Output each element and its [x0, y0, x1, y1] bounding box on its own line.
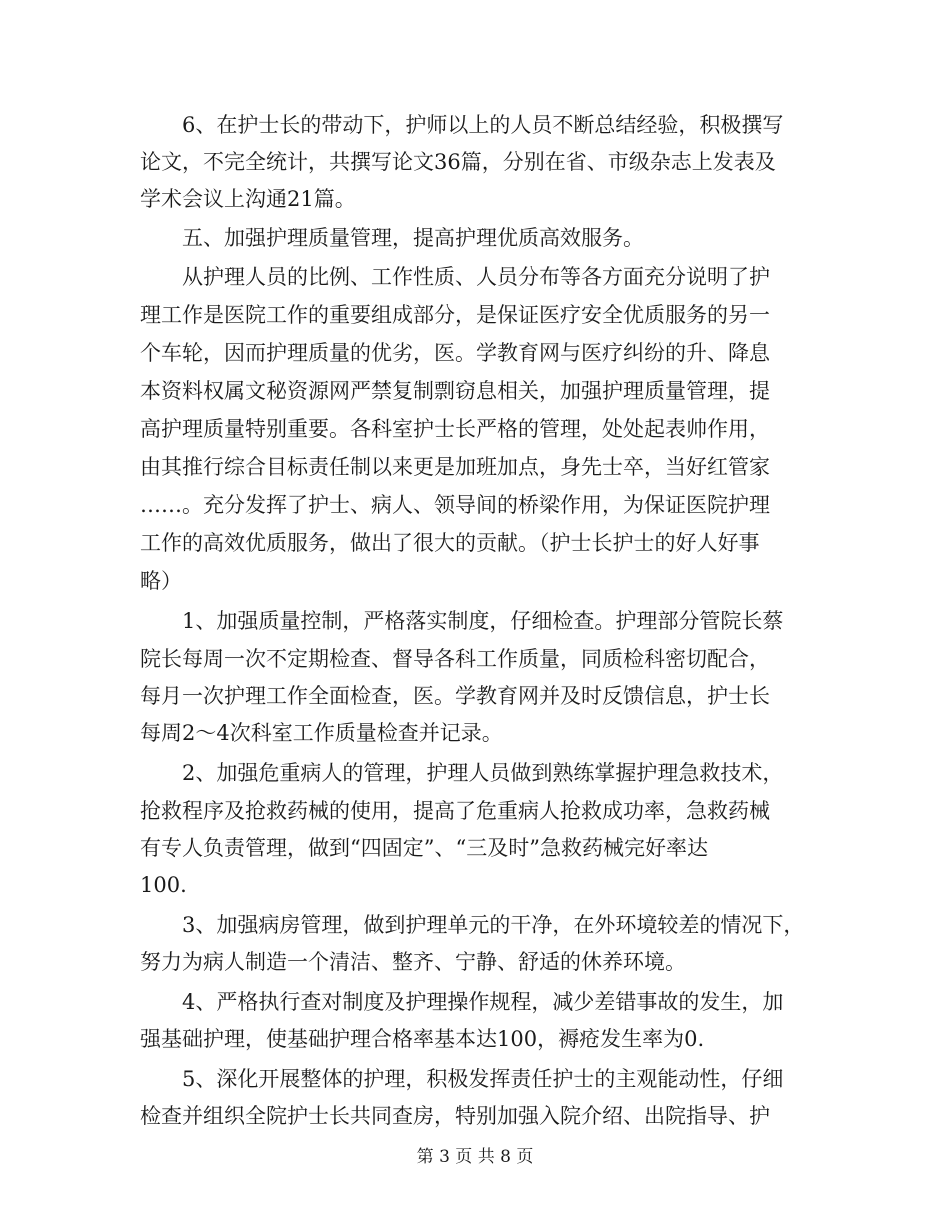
text-line: 理工作是医院工作的重要组成部分，是保证医疗安全优质服务的另一 — [140, 303, 770, 327]
text-line: 3、加强病房管理，做到护理单元的干净，在外环境较差的情况下， — [140, 913, 805, 937]
text-line: 每月一次护理工作全面检查，医。学教育网并及时反馈信息，护士长 — [140, 684, 770, 708]
text-line: 由其推行综合目标责任制以来更是加班加点，身先士卒，当好红管家 — [140, 455, 770, 479]
text-line: 工作的高效优质服务，做出了很大的贡献。（护士长护士的好人好事 — [140, 531, 760, 555]
text-line: 有专人负责管理，做到“四固定”、“三及时”急救药械完好率达 — [140, 836, 708, 860]
text-line: 抢救程序及抢救药械的使用，提高了危重病人抢救成功率，急救药械 — [140, 799, 770, 823]
text-line: 高护理质量特别重要。各科室护士长严格的管理，处处起表帅作用， — [140, 417, 770, 441]
text-line: 个车轮，因而护理质量的优劣，医。学教育网与医疗纠纷的升、降息 — [140, 341, 770, 365]
text-line: ……。充分发挥了护士、病人、领导间的桥梁作用，为保证医院护理 — [140, 493, 770, 517]
text-line: 略） — [140, 569, 182, 593]
text-line: 2、加强危重病人的管理，护理人员做到熟练掌握护理急救技术， — [140, 761, 784, 785]
text-line: 本资料权属文秘资源网严禁复制剽窃息相关，加强护理质量管理，提 — [140, 379, 770, 403]
text-line: 努力为病人制造一个清洁、整齐、宁静、舒适的休养环境。 — [140, 950, 686, 974]
text-line: 4、严格执行查对制度及护理操作规程，减少差错事故的发生，加 — [140, 990, 784, 1014]
text-line: 每周2～4次科室工作质量检查并记录。 — [140, 721, 503, 745]
text-line: 100. — [140, 873, 187, 897]
text-line: 检查并组织全院护士长共同查房，特别加强入院介绍、出院指导、护 — [140, 1104, 770, 1128]
text-line: 论文，不完全统计，共撰写论文36篇，分别在省、市级杂志上发表及 — [140, 150, 776, 174]
text-line: 6、在护士长的带动下，护师以上的人员不断总结经验，积极撰写 — [140, 113, 784, 137]
section-heading: 五、加强护理质量管理，提高护理优质高效服务。 — [140, 226, 644, 250]
text-line: 5、深化开展整体的护理，积极发挥责任护士的主观能动性，仔细 — [140, 1067, 784, 1091]
text-line: 学术会议上沟通21篇。 — [140, 187, 356, 211]
text-line: 从护理人员的比例、工作性质、人员分布等各方面充分说明了护 — [140, 265, 770, 289]
page-number-footer: 第 3 页 共 8 页 — [416, 1147, 534, 1167]
text-line: 强基础护理，使基础护理合格率基本达100，褥疮发生率为0. — [140, 1027, 705, 1051]
text-line: 院长每周一次不定期检查、督导各科工作质量，同质检科密切配合， — [140, 647, 770, 671]
text-line: 1、加强质量控制，严格落实制度，仔细检查。护理部分管院长蔡 — [140, 609, 784, 633]
